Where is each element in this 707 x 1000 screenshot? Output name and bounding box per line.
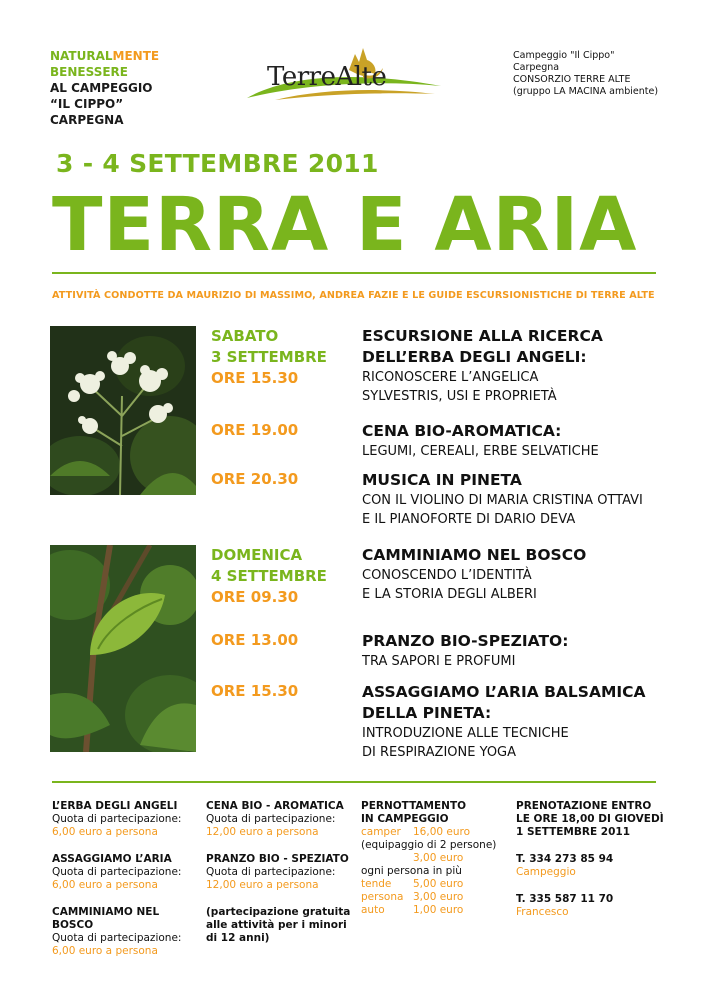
price-aria: [52, 853, 202, 892]
org-consorzio: CONSORZIO TERRE ALTE: [513, 74, 631, 85]
price-name: L’ERBA DEGLI ANGELI: [52, 800, 178, 812]
event-desc: CON IL VIOLINO DI MARIA CRISTINA OTTAVI: [362, 493, 643, 508]
tende-label: tende: [361, 878, 392, 890]
price-value: 12,00 euro a persona: [206, 826, 319, 838]
price-bosco: [52, 906, 202, 958]
arum-photo: [50, 545, 196, 752]
brand-carpegna: CARPEGNA: [50, 113, 124, 127]
extra-label: ogni persona in più: [361, 865, 462, 877]
note-line: di 12 anni): [206, 932, 270, 944]
footer-col-prices-1: [52, 800, 202, 968]
camper-label: camper: [361, 826, 401, 838]
event-title: PRANZO BIO-SPEZIATO:: [362, 632, 569, 650]
event-escursione: [362, 326, 682, 406]
event-camminiamo: [362, 545, 682, 604]
credits-line: ATTIVITÀ CONDOTTE DA MAURIZIO DI MASSIMO, ANDREA FAZIE E LE GUIDE ESCURSIONISTICHE DI TERRE ALTE: [52, 290, 655, 301]
brand-campeggio: AL CAMPEGGIO: [50, 81, 153, 95]
sunday-date: 4 SETTEMBRE: [211, 567, 327, 585]
angelica-photo: [50, 326, 196, 495]
event-title: CAMMINIAMO NEL BOSCO: [362, 546, 587, 564]
event-time: ORE 15.30: [211, 369, 299, 387]
persona-price: 3,00 euro: [413, 891, 464, 903]
event-time: ORE 19.00: [211, 421, 299, 439]
note-line: alle attività per i minori: [206, 919, 347, 931]
camping-title: IN CAMPEGGIO: [361, 813, 449, 825]
price-label: Quota di partecipazione:: [52, 813, 182, 825]
price-name: CAMMINIAMO NEL BOSCO: [52, 906, 160, 931]
camper-price: 16,00 euro: [413, 826, 471, 838]
saturday-date: 3 SETTEMBRE: [211, 348, 327, 366]
event-time: ORE 20.30: [211, 470, 299, 488]
tende-price: 5,00 euro: [413, 878, 464, 890]
event-cena: [362, 421, 682, 461]
note-line: (partecipazione gratuita: [206, 906, 351, 918]
price-value: 6,00 euro a persona: [52, 945, 158, 957]
price-erba: [52, 800, 202, 839]
event-desc: RICONOSCERE L’ANGELICA: [362, 370, 539, 385]
event-assaggiamo: [362, 682, 682, 762]
auto-row: [361, 904, 511, 917]
org-gruppo: (gruppo LA MACINA ambiente): [513, 86, 659, 97]
event-pranzo: [362, 631, 682, 671]
event-title: MUSICA IN PINETA: [362, 471, 522, 489]
phone-francesco: T. 335 587 11 70: [516, 893, 614, 905]
auto-label: auto: [361, 904, 385, 916]
camper-row: [361, 826, 511, 839]
price-value: 12,00 euro a persona: [206, 879, 319, 891]
price-name: ASSAGGIAMO L’ARIA: [52, 853, 172, 865]
sunday-label: [211, 545, 327, 587]
camping-title: PERNOTTAMENTO: [361, 800, 467, 812]
booking-line: 1 SETTEMBRE 2011: [516, 826, 631, 838]
price-value: 6,00 euro a persona: [52, 879, 158, 891]
event-desc: LEGUMI, CEREALI, ERBE SELVATICHE: [362, 444, 599, 459]
brand-block: [50, 48, 159, 128]
event-title: CENA BIO-AROMATICA:: [362, 422, 562, 440]
price-label: Quota di partecipazione:: [206, 866, 336, 878]
event-title: DELLA PINETA:: [362, 704, 492, 722]
footer-col-booking: [516, 800, 686, 919]
tende-row: [361, 878, 511, 891]
event-time: ORE 09.30: [211, 588, 299, 606]
footer-col-camping: [361, 800, 511, 917]
price-label: Quota di partecipazione:: [206, 813, 336, 825]
org-carpegna: Carpegna: [513, 62, 560, 73]
event-title: ESCURSIONE ALLA RICERCA: [362, 327, 603, 345]
contact-campeggio: Campeggio: [516, 866, 576, 878]
extra-price: 3,00 euro: [413, 852, 464, 864]
event-dates: 3 - 4 SETTEMBRE 2011: [56, 149, 379, 178]
event-desc: DI RESPIRAZIONE YOGA: [362, 745, 517, 760]
sunday-day: DOMENICA: [211, 546, 303, 564]
event-musica: [362, 470, 682, 529]
event-desc: INTRODUZIONE ALLE TECNICHE: [362, 726, 569, 741]
terre-alte-logo: [245, 40, 445, 106]
price-label: Quota di partecipazione:: [52, 932, 182, 944]
footer-col-prices-2: [206, 800, 356, 945]
brand-natural: NATURAL: [50, 49, 113, 63]
brand-mente: MENTE: [112, 49, 160, 63]
brand-benessere: BENESSERE: [50, 65, 128, 79]
event-desc: SYLVESTRIS, USI E PROPRIETÀ: [362, 389, 557, 404]
event-title: DELL’ERBA DEGLI ANGELI:: [362, 348, 587, 366]
event-desc: E IL PIANOFORTE DI DARIO DEVA: [362, 512, 576, 527]
logo-text: TerreAlte: [267, 62, 387, 92]
event-desc: E LA STORIA DEGLI ALBERI: [362, 587, 537, 602]
divider-top: [52, 272, 656, 274]
price-name: PRANZO BIO - SPEZIATO: [206, 853, 349, 865]
contact-francesco: Francesco: [516, 906, 569, 918]
auto-price: 1,00 euro: [413, 904, 464, 916]
event-desc: CONOSCENDO L’IDENTITÀ: [362, 568, 532, 583]
price-label: Quota di partecipazione:: [52, 866, 182, 878]
event-desc: TRA SAPORI E PROFUMI: [362, 654, 516, 669]
camper-note: (equipaggio di 2 persone): [361, 839, 497, 851]
brand-cippo: “IL CIPPO”: [50, 97, 124, 111]
booking-line: PRENOTAZIONE ENTRO: [516, 800, 652, 812]
org-campeggio: Campeggio "Il Cippo": [513, 50, 615, 61]
booking-line: LE ORE 18,00 DI GIOVEDÌ: [516, 813, 664, 825]
event-time: ORE 15.30: [211, 682, 299, 700]
price-pranzo: [206, 853, 356, 892]
saturday-day: SABATO: [211, 327, 279, 345]
organizer-block: [513, 50, 658, 98]
price-value: 6,00 euro a persona: [52, 826, 158, 838]
minors-note: [206, 906, 356, 945]
event-time: ORE 13.00: [211, 631, 299, 649]
phone-campeggio: T. 334 273 85 94: [516, 853, 614, 865]
divider-bottom: [52, 781, 656, 783]
saturday-label: [211, 326, 327, 368]
price-name: CENA BIO - AROMATICA: [206, 800, 344, 812]
page-title: TERRA E ARIA: [52, 182, 638, 268]
persona-row: [361, 891, 511, 904]
event-title: ASSAGGIAMO L’ARIA BALSAMICA: [362, 683, 646, 701]
persona-label: persona: [361, 891, 404, 903]
price-cena: [206, 800, 356, 839]
